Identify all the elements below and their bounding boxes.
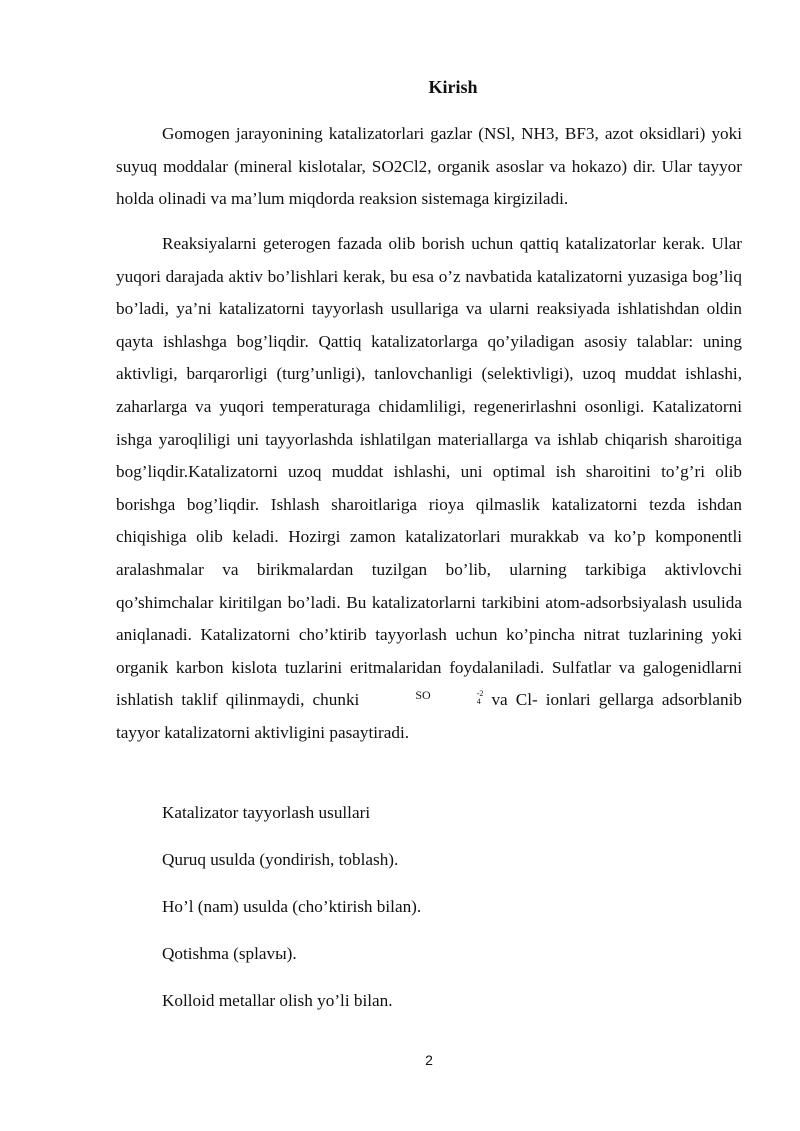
paragraph-catalysts-text: Reaksiyalarni geterogen fazada olib borish uchun qattiq katalizatorlar kerak. Ular yuqori darajada aktiv bo’lishlari kerak, bu esa o’z navbatida katalizatorni yuzasiga bog’liq bo’ladi, ya’ni katalizatorni tayyorlash usullariga va ularni reaksiyada ishlatishdan oldin qayta ishlashga bog’liqdir. Qattiq katalizatorlarga qo’yiladigan asosiy talablar: uning aktivligi, barqarorligi (turg’unligi), tanlovchanligi (selektivligi), uzoq muddat ishlashi, zaharlarga va yuqori temperaturaga chidamliligi, regenerirlashni osonligi. Katalizatorni ishga yaroqliligi uni tayyorlashda ishlatilgan materiallarga va ishlab chiqarish sharoitiga bog’liqdir.Katalizatorni uzoq muddat ishlashi, uni optimal ish sharoitini to’g’ri olib borishga bog’liqdir. Ishlash sharoitlariga rioya qilmaslik katalizatorni tezda ishdan chiqishiga olib keladi. Hozirgi zamon katalizatorlari murakkab va ko’p komponentli aralashmalar va birikmalardan tuzilgan bo’lib, ularning tarkibiga aktivlovchi qo’shimchalar kiritilgan bo’ladi. Bu katalizatorlarni tarkibini atom-adsorbsiyalash usulida aniqlanadi. Katalizatorni cho’ktirib tayyorlash uchun ko’pincha nitrat tuzlarining yoki organik karbon kislota tuzlarini eritmalaridan foydalaniladi. Sulfatlar va galogenidlarni ishlatish taklif qilinmaydi, chunki [116, 234, 742, 710]
paragraph-catalysts-text-end: va Cl- ionlari gellarga adsorblanib tayyor katalizatorni aktivligini pasaytiradi. [116, 690, 743, 742]
paragraph-catalysts [116, 228, 742, 750]
formula-base: SO [415, 688, 431, 703]
list-item: Qotishma (splavы). [162, 944, 297, 963]
list-item: Quruq usulda (yondirish, toblash). [162, 850, 399, 869]
paragraph-intro: Gomogen jarayonining katalizatorlari gazlar (NSl, NH3, BF3, azot oksidlari) yoki suyuq moddalar (mineral kislotalar, SO2Cl2, organik asoslar va hokazo) dir. Ular tayyor holda olinadi va ma’lum miqdorda reaksion sistemaga kirgiziladi. [116, 124, 742, 209]
list-item: Katalizator tayyorlash usullari [162, 803, 371, 822]
sulfate-formula [369, 690, 483, 706]
formula-charge: -2 [476, 689, 484, 699]
formula-subscript: 4 [476, 697, 481, 707]
page-title: Kirish [428, 77, 478, 97]
list-item: Kolloid metallar olish yo’li bilan. [162, 991, 393, 1010]
page-number: 2 [425, 1052, 433, 1068]
list-item: Ho’l (nam) usulda (cho’ktirish bilan). [162, 897, 422, 916]
